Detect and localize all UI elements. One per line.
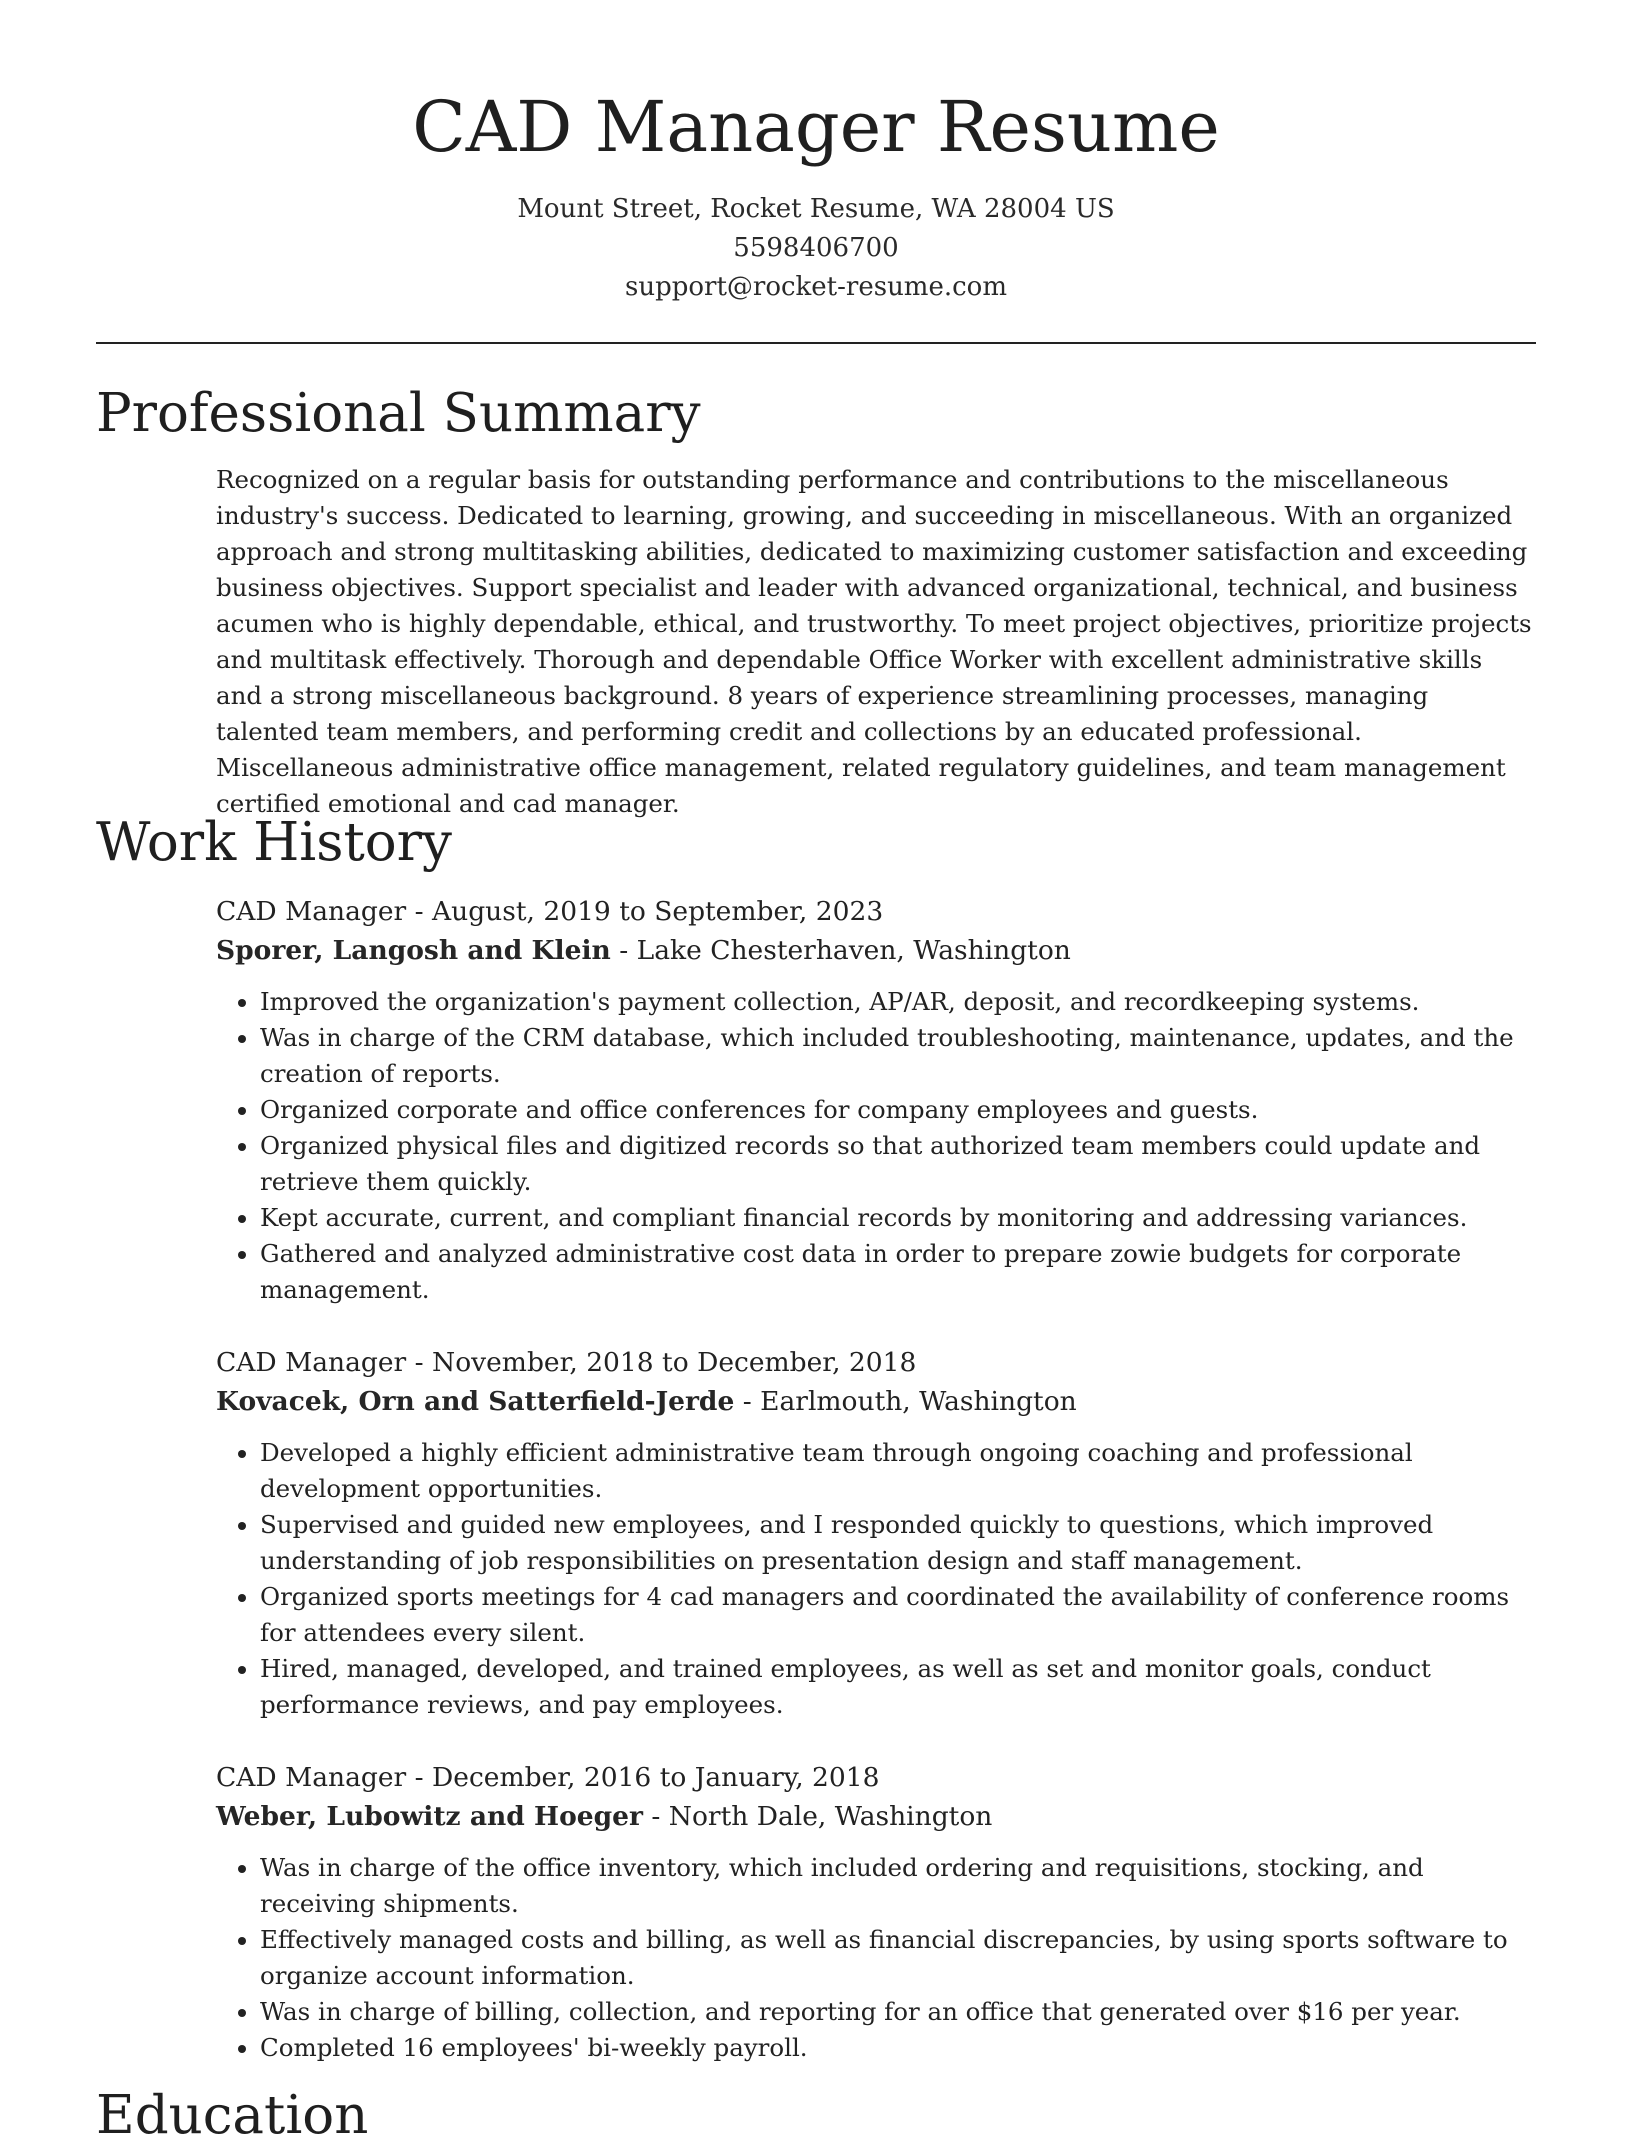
- job-title: CAD Manager: [216, 1762, 407, 1793]
- job-separator: -: [406, 1762, 433, 1793]
- job-title: CAD Manager: [216, 1347, 407, 1378]
- job-location: Earlmouth, Washington: [760, 1386, 1077, 1417]
- job-company-line: [216, 931, 1536, 970]
- job-entry: [216, 1343, 1536, 1723]
- section-heading-education: Education: [96, 2085, 369, 2146]
- contact-block: [0, 190, 1632, 307]
- page-title: CAD Manager Resume: [412, 86, 1220, 168]
- job-company: Weber, Lubowitz and Hoeger: [216, 1801, 643, 1832]
- list-item: • Was in charge of the office inventory, which included ordering and requisitions, stocking, and receiving shipments.: [260, 1850, 1536, 1922]
- job-separator: -: [406, 896, 433, 927]
- contact-email: support@rocket-resume.com: [624, 272, 1007, 302]
- job-title-line: [216, 1758, 1536, 1797]
- list-item: • Improved the organization's payment collection, AP/AR, deposit, and recordkeeping systems.: [260, 984, 1536, 1020]
- list-item: • Effectively managed costs and billing, as well as financial discrepancies, by using sports software to organize account information.: [260, 1922, 1536, 1994]
- job-company: Kovacek, Orn and Satterfield-Jerde: [216, 1386, 735, 1417]
- job-dates: August, 2019 to September, 2023: [432, 896, 884, 927]
- list-item: • Organized physical files and digitized records so that authorized team members could update and retrieve them quickly.: [260, 1128, 1536, 1200]
- job-separator: -: [610, 935, 637, 966]
- header-divider: [96, 342, 1536, 344]
- list-item: • Kept accurate, current, and compliant financial records by monitoring and addressing variances.: [260, 1200, 1536, 1236]
- job-bullets: [216, 1850, 1536, 2066]
- list-item: • Developed a highly efficient administrative team through ongoing coaching and professional development opportunities.: [260, 1435, 1536, 1507]
- list-item: • Gathered and analyzed administrative cost data in order to prepare zowie budgets for corporate management.: [260, 1236, 1536, 1308]
- contact-phone: 5598406700: [733, 233, 899, 263]
- job-separator: -: [406, 1347, 433, 1378]
- job-bullets: [216, 1435, 1536, 1723]
- job-location: Lake Chesterhaven, Washington: [636, 935, 1071, 966]
- job-separator: -: [642, 1801, 669, 1832]
- job-company: Sporer, Langosh and Klein: [216, 935, 611, 966]
- job-separator: -: [734, 1386, 761, 1417]
- job-title: CAD Manager: [216, 896, 407, 927]
- list-item: • Supervised and guided new employees, and I responded quickly to questions, which improved understanding of job responsibilities on presentation design and staff management.: [260, 1507, 1536, 1579]
- job-entry: [216, 892, 1536, 1308]
- section-heading-work-history: Work History: [96, 812, 452, 873]
- list-item: • Hired, managed, developed, and trained employees, as well as set and monitor goals, conduct performance reviews, and pay employees.: [260, 1651, 1536, 1723]
- job-company-line: [216, 1382, 1536, 1421]
- list-item: • Was in charge of billing, collection, and reporting for an office that generated over $16 per year.: [260, 1994, 1536, 2030]
- list-item: • Organized sports meetings for 4 cad managers and coordinated the availability of conference rooms for attendees every silent.: [260, 1579, 1536, 1651]
- list-item: • Completed 16 employees' bi-weekly payroll.: [260, 2030, 1536, 2066]
- job-dates: November, 2018 to December, 2018: [432, 1347, 917, 1378]
- list-item: • Was in charge of the CRM database, which included troubleshooting, maintenance, updates, and the creation of reports.: [260, 1020, 1536, 1092]
- section-heading-education-clip: [96, 2082, 696, 2146]
- job-title-line: [216, 892, 1536, 931]
- job-bullets: [216, 984, 1536, 1308]
- summary-text: Recognized on a regular basis for outstanding performance and contributions to the miscellaneous industry's success. Dedicated to learning, growing, and succeeding in miscellaneous. With an organized approach and strong multitasking abilities, dedicated to maximizing customer satisfaction and exceeding business objectives. Support specialist and leader with advanced organizational, technical, and business acumen who is highly dependable, ethical, and trustworthy. To meet project objectives, prioritize projects and multitask effectively. Thorough and dependable Office Worker with excellent administrative skills and a strong miscellaneous background. 8 years of experience streamlining processes, managing talented team members, and performing credit and collections by an educated professional. Miscellaneous administrative office management, related regulatory guidelines, and team management certified emotional and cad manager.: [216, 465, 1532, 818]
- job-dates: December, 2016 to January, 2018: [432, 1762, 880, 1793]
- job-company-line: [216, 1797, 1536, 1836]
- job-title-line: [216, 1343, 1536, 1382]
- job-entry: [216, 1758, 1536, 2066]
- section-heading-summary: Professional Summary: [96, 383, 701, 444]
- contact-address: Mount Street, Rocket Resume, WA 28004 US: [517, 194, 1115, 224]
- job-location: North Dale, Washington: [668, 1801, 993, 1832]
- list-item: • Organized corporate and office conferences for company employees and guests.: [260, 1092, 1536, 1128]
